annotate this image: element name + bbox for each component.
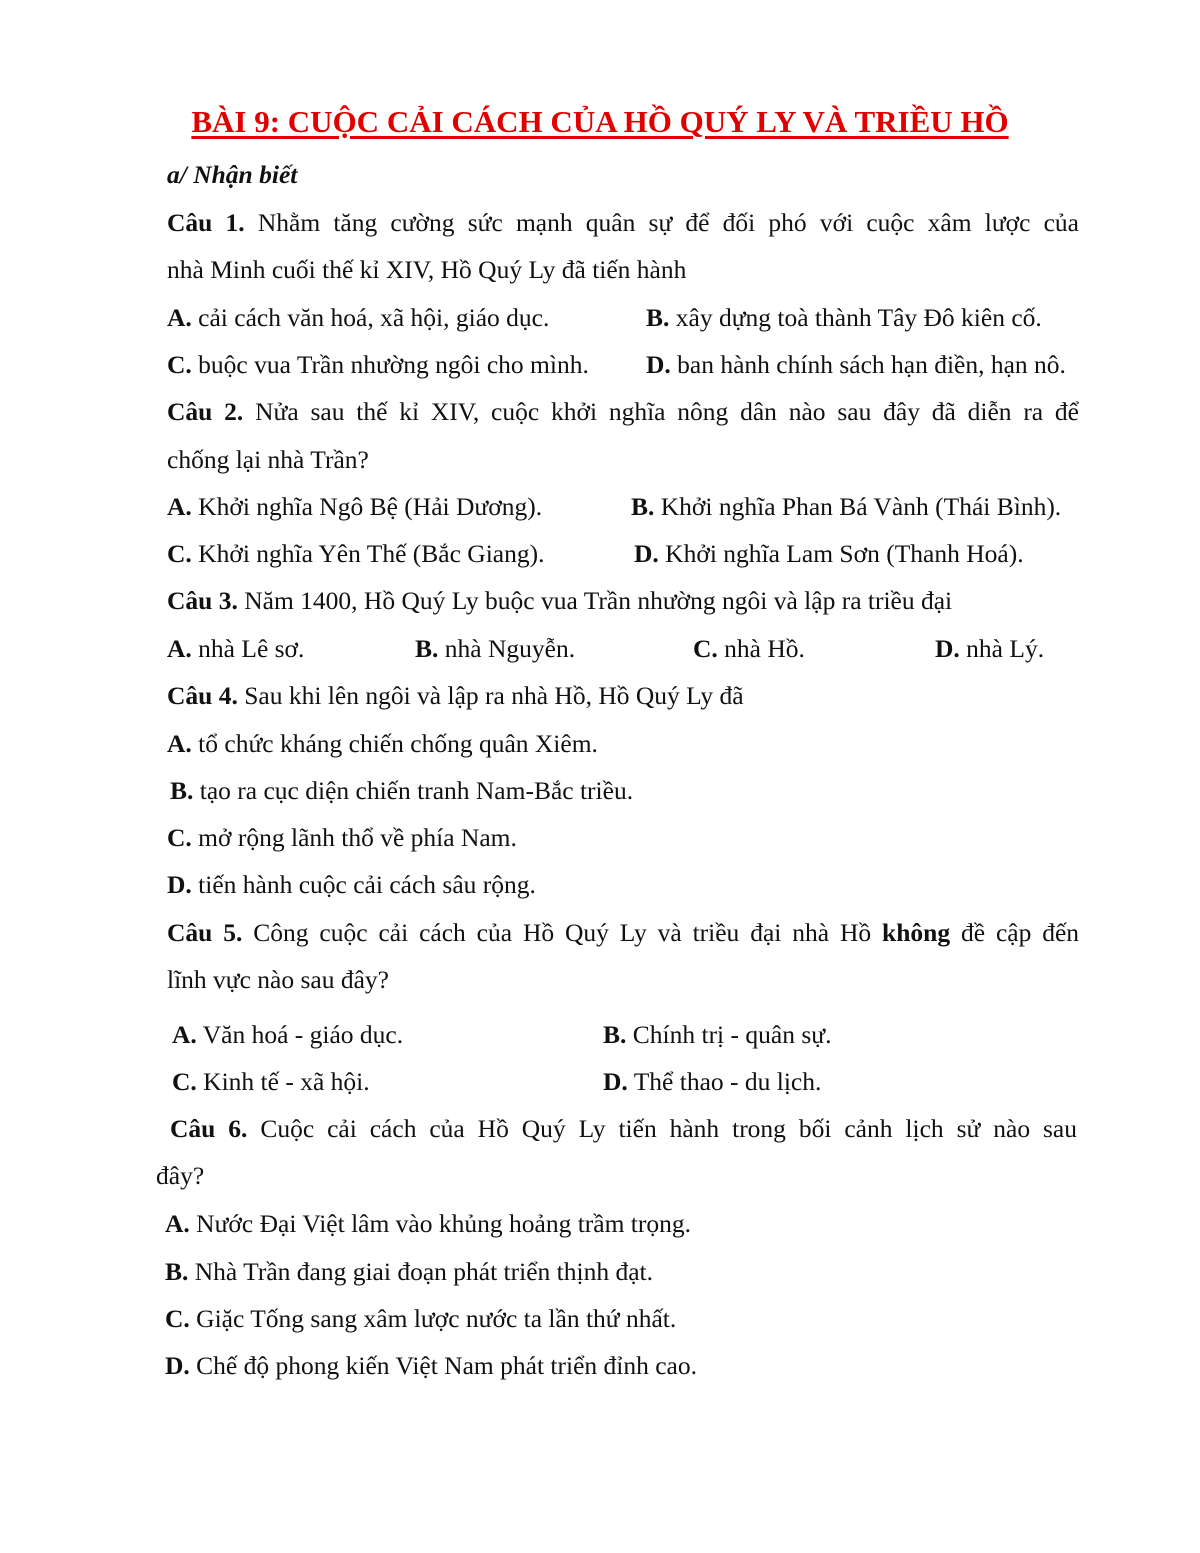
question-6-option-a: A. Nước Đại Việt lâm vào khủng hoảng trầm trọng. (165, 1209, 691, 1238)
question-6-label: Câu 6. (170, 1114, 248, 1143)
question-1-option-a: A. cải cách văn hoá, xã hội, giáo dục. (167, 303, 550, 332)
page-title: BÀI 9: CUỘC CẢI CÁCH CỦA HỒ QUÝ LY VÀ TRIỀU HỒ (191, 104, 1009, 139)
question-6-line-1 (170, 1113, 1077, 1145)
question-5-option-b: B. Chính trị - quân sự. (603, 1020, 832, 1049)
question-1-line-2: nhà Minh cuối thế kỉ XIV, Hồ Quý Ly đã tiến hành (167, 255, 687, 284)
question-4-option-d: D. tiến hành cuộc cải cách sâu rộng. (167, 870, 536, 899)
question-6-option-b: B. Nhà Trần đang giai đoạn phát triển thịnh đạt. (165, 1257, 653, 1286)
question-4-option-b: B. tạo ra cục diện chiến tranh Nam-Bắc triều. (170, 776, 634, 805)
question-3-text: Năm 1400, Hồ Quý Ly buộc vua Trần nhường ngôi và lập ra triều đại (244, 586, 953, 615)
question-4-option-a: A. tổ chức kháng chiến chống quân Xiêm. (167, 729, 598, 758)
question-2-option-d: D. Khởi nghĩa Lam Sơn (Thanh Hoá). (634, 539, 1024, 568)
question-4-option-c: C. mở rộng lãnh thổ về phía Nam. (167, 823, 517, 852)
question-5-label: Câu 5. (167, 918, 243, 947)
question-2-option-b: B. Khởi nghĩa Phan Bá Vành (Thái Bình). (631, 492, 1062, 521)
question-5-option-c: C. Kinh tế - xã hội. (172, 1067, 370, 1096)
question-5-line-2: lĩnh vực nào sau đây? (167, 965, 390, 994)
question-5-text-b: đề cập đến (960, 918, 1080, 947)
section-heading: a/ Nhận biết (167, 160, 298, 189)
question-6-line-2: đây? (156, 1161, 205, 1190)
question-1-text: Nhằm tăng cường sức mạnh quân sự để đối phó với cuộc xâm lược của (257, 208, 1080, 237)
question-3-option-d: D. nhà Lý. (935, 634, 1045, 663)
question-1-option-d: D. ban hành chính sách hạn điền, hạn nô. (646, 350, 1066, 379)
question-2-line-2: chống lại nhà Trần? (167, 445, 369, 474)
question-4-label: Câu 4. (167, 681, 238, 710)
question-6-text: Cuộc cải cách của Hồ Quý Ly tiến hành trong bối cảnh lịch sử nào sau (260, 1114, 1077, 1143)
question-5-option-d: D. Thể thao - du lịch. (603, 1067, 822, 1096)
question-5-text-a: Công cuộc cải cách của Hồ Quý Ly và triều đại nhà Hồ (253, 918, 872, 947)
question-1-label: Câu 1. (167, 208, 245, 237)
question-2-label: Câu 2. (167, 397, 244, 426)
question-6-option-c: C. Giặc Tống sang xâm lược nước ta lần thứ nhất. (165, 1304, 677, 1333)
question-4-text: Sau khi lên ngôi và lập ra nhà Hồ, Hồ Quý Ly đã (244, 681, 744, 710)
question-1-line-1 (167, 207, 1079, 239)
question-1-option-b: B. xây dựng toà thành Tây Đô kiên cố. (646, 303, 1042, 332)
question-5-emphasis: không (882, 918, 951, 947)
question-3-option-a: A. nhà Lê sơ. (167, 634, 305, 663)
question-1-option-c: C. buộc vua Trần nhường ngôi cho mình. (167, 350, 589, 379)
question-5-option-a: A. Văn hoá - giáo dục. (172, 1020, 404, 1049)
question-6-option-d: D. Chế độ phong kiến Việt Nam phát triển đỉnh cao. (165, 1351, 697, 1380)
question-2-option-c: C. Khởi nghĩa Yên Thế (Bắc Giang). (167, 539, 545, 568)
question-2-option-a: A. Khởi nghĩa Ngô Bệ (Hải Dương). (167, 492, 543, 521)
question-3-line-1 (167, 585, 952, 617)
question-2-text: Nửa sau thế kỉ XIV, cuộc khởi nghĩa nông dân nào sau đây đã diễn ra để (255, 397, 1079, 426)
question-4-line-1 (167, 680, 744, 712)
question-5-line-1 (167, 917, 1079, 949)
question-2-line-1 (167, 396, 1079, 428)
question-3-option-c: C. nhà Hồ. (693, 634, 805, 663)
question-3-label: Câu 3. (167, 586, 238, 615)
question-3-option-b: B. nhà Nguyễn. (415, 634, 576, 663)
